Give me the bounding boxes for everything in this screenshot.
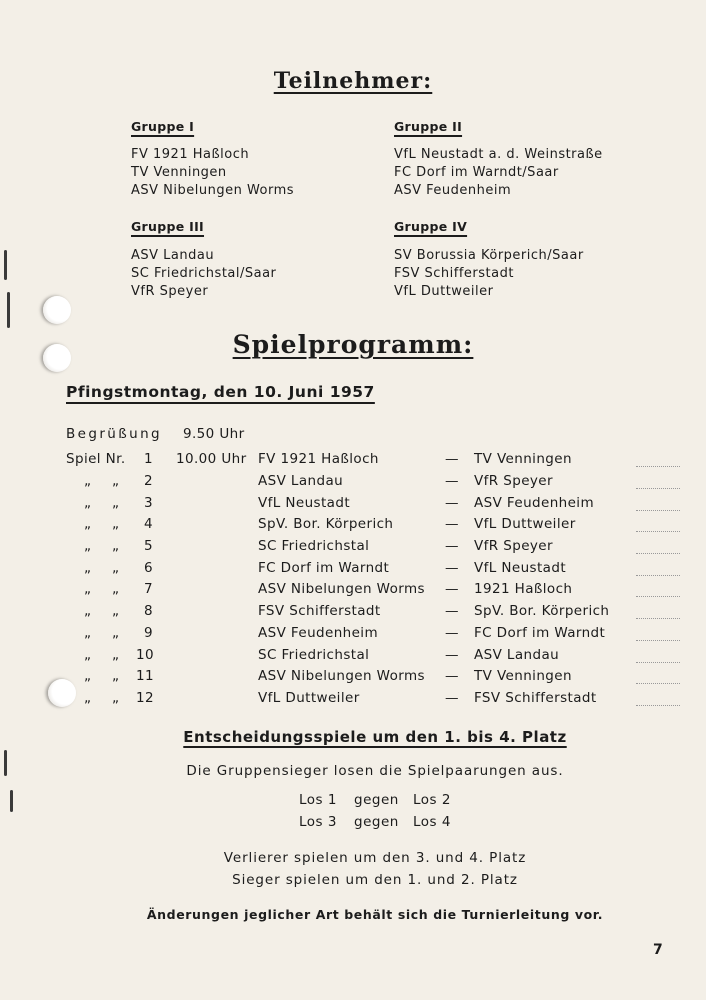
ditto-mark: „ [112, 538, 120, 554]
away-team: VfL Neustadt [474, 560, 567, 576]
group-2-team: ASV Feudenheim [394, 183, 512, 198]
group-1-title: Gruppe I [131, 119, 195, 134]
match-row [0, 647, 706, 667]
match-number: 9 [144, 625, 153, 641]
match-row [0, 538, 706, 558]
program-heading: Spielprogramm: [232, 330, 474, 359]
edge-mark [10, 790, 13, 812]
ditto-mark: „ [112, 560, 120, 576]
draw-b: Los 4 [413, 814, 451, 830]
versus-dash: — [445, 473, 459, 489]
group-4-team: FSV Schifferstadt [394, 266, 514, 281]
versus-dash: — [445, 451, 459, 467]
match-number: 3 [144, 495, 153, 511]
draw-vs: gegen [354, 792, 399, 808]
group-3-team: VfR Speyer [131, 284, 209, 299]
versus-dash: — [445, 516, 459, 532]
match-number: 11 [136, 668, 154, 684]
group-2-team: VfL Neustadt a. d. Weinstraße [394, 147, 603, 162]
group-3-team: SC Friedrichstal/Saar [131, 266, 277, 281]
draw-a: Los 3 [299, 814, 337, 830]
match-number: 8 [144, 603, 153, 619]
home-team: FSV Schifferstadt [258, 603, 381, 619]
group-1-team: FV 1921 Haßloch [131, 147, 250, 162]
home-team: SC Friedrichstal [258, 538, 370, 554]
match-number: 1 [144, 451, 153, 467]
draw-a: Los 1 [299, 792, 337, 808]
ditto-mark: „ [84, 516, 92, 532]
page-number: 7 [653, 942, 663, 958]
match-label: Spiel Nr. [66, 451, 126, 467]
ditto-mark: „ [112, 581, 120, 597]
match-row [0, 473, 706, 493]
result-line [636, 466, 680, 467]
versus-dash: — [445, 560, 459, 576]
ditto-mark: „ [84, 647, 92, 663]
home-team: ASV Feudenheim [258, 625, 379, 641]
match-row [0, 668, 706, 688]
match-row [0, 625, 706, 645]
ditto-mark: „ [84, 603, 92, 619]
final-games-text: Die Gruppensieger losen die Spielpaarungen aus. [186, 763, 564, 779]
away-team: VfL Duttweiler [474, 516, 576, 532]
group-4-team: VfL Duttweiler [394, 284, 494, 299]
winners-line: Sieger spielen um den 1. und 2. Platz [232, 872, 518, 888]
group-1-team: TV Venningen [131, 165, 227, 180]
away-team: ASV Landau [474, 647, 560, 663]
away-team: 1921 Haßloch [474, 581, 573, 597]
home-team: FC Dorf im Warndt [258, 560, 390, 576]
away-team: SpV. Bor. Körperich [474, 603, 610, 619]
match-row [0, 603, 706, 623]
result-line [636, 553, 680, 554]
match-row [0, 560, 706, 580]
final-games-title: Entscheidungsspiele um den 1. bis 4. Platz [183, 728, 567, 746]
ditto-mark: „ [112, 668, 120, 684]
result-line [636, 662, 680, 663]
ditto-mark: „ [84, 581, 92, 597]
match-row [0, 690, 706, 710]
result-line [636, 510, 680, 511]
greeting-label: Begrüßung [66, 426, 163, 442]
greeting-time: 9.50 Uhr [183, 426, 245, 442]
away-team: VfR Speyer [474, 473, 553, 489]
match-row [0, 451, 706, 471]
match-row [0, 516, 706, 536]
result-line [636, 575, 680, 576]
notice: Änderungen jeglicher Art behält sich die Turnierleitung vor. [146, 907, 604, 922]
home-team: ASV Landau [258, 473, 344, 489]
losers-line: Verlierer spielen um den 3. und 4. Platz [223, 850, 527, 866]
versus-dash: — [445, 625, 459, 641]
away-team: VfR Speyer [474, 538, 553, 554]
ditto-mark: „ [112, 473, 120, 489]
ditto-mark: „ [112, 625, 120, 641]
result-line [636, 596, 680, 597]
ditto-mark: „ [84, 668, 92, 684]
home-team: ASV Nibelungen Worms [258, 581, 425, 597]
match-number: 4 [144, 516, 153, 532]
match-number: 12 [136, 690, 154, 706]
ditto-mark: „ [84, 690, 92, 706]
ditto-mark: „ [84, 560, 92, 576]
ditto-mark: „ [84, 625, 92, 641]
match-number: 2 [144, 473, 153, 489]
ditto-mark: „ [84, 538, 92, 554]
home-team: ASV Nibelungen Worms [258, 668, 425, 684]
match-number: 7 [144, 581, 153, 597]
ditto-mark: „ [112, 690, 120, 706]
match-number: 5 [144, 538, 153, 554]
home-team: SpV. Bor. Körperich [258, 516, 394, 532]
result-line [636, 683, 680, 684]
versus-dash: — [445, 690, 459, 706]
home-team: VfL Neustadt [258, 495, 351, 511]
versus-dash: — [445, 581, 459, 597]
match-number: 10 [136, 647, 154, 663]
away-team: FC Dorf im Warndt [474, 625, 606, 641]
home-team: SC Friedrichstal [258, 647, 370, 663]
away-team: FSV Schifferstadt [474, 690, 597, 706]
group-2-title: Gruppe II [394, 119, 463, 134]
ditto-mark: „ [112, 516, 120, 532]
home-team: FV 1921 Haßloch [258, 451, 379, 467]
group-1-team: ASV Nibelungen Worms [131, 183, 295, 198]
match-row [0, 581, 706, 601]
match-time: 10.00 Uhr [176, 451, 247, 467]
versus-dash: — [445, 538, 459, 554]
versus-dash: — [445, 668, 459, 684]
group-2-team: FC Dorf im Warndt/Saar [394, 165, 559, 180]
match-number: 6 [144, 560, 153, 576]
draw-vs: gegen [354, 814, 399, 830]
match-date: Pfingstmontag, den 10. Juni 1957 [66, 383, 375, 401]
ditto-mark: „ [84, 473, 92, 489]
away-team: ASV Feudenheim [474, 495, 595, 511]
result-line [636, 705, 680, 706]
draw-b: Los 2 [413, 792, 451, 808]
group-3-title: Gruppe III [131, 219, 205, 234]
result-line [636, 618, 680, 619]
result-line [636, 640, 680, 641]
ditto-mark: „ [112, 603, 120, 619]
ditto-mark: „ [112, 495, 120, 511]
versus-dash: — [445, 603, 459, 619]
away-team: TV Venningen [474, 451, 572, 467]
punch-hole-top [43, 296, 71, 324]
home-team: VfL Duttweiler [258, 690, 360, 706]
ditto-mark: „ [84, 495, 92, 511]
group-3-team: ASV Landau [131, 248, 215, 263]
match-row [0, 495, 706, 515]
group-4-team: SV Borussia Körperich/Saar [394, 248, 584, 263]
ditto-mark: „ [112, 647, 120, 663]
result-line [636, 531, 680, 532]
away-team: TV Venningen [474, 668, 572, 684]
group-4-title: Gruppe IV [394, 219, 468, 234]
edge-mark [4, 250, 7, 280]
participants-heading: Teilnehmer: [273, 68, 433, 94]
edge-mark [7, 292, 10, 328]
versus-dash: — [445, 495, 459, 511]
result-line [636, 488, 680, 489]
versus-dash: — [445, 647, 459, 663]
